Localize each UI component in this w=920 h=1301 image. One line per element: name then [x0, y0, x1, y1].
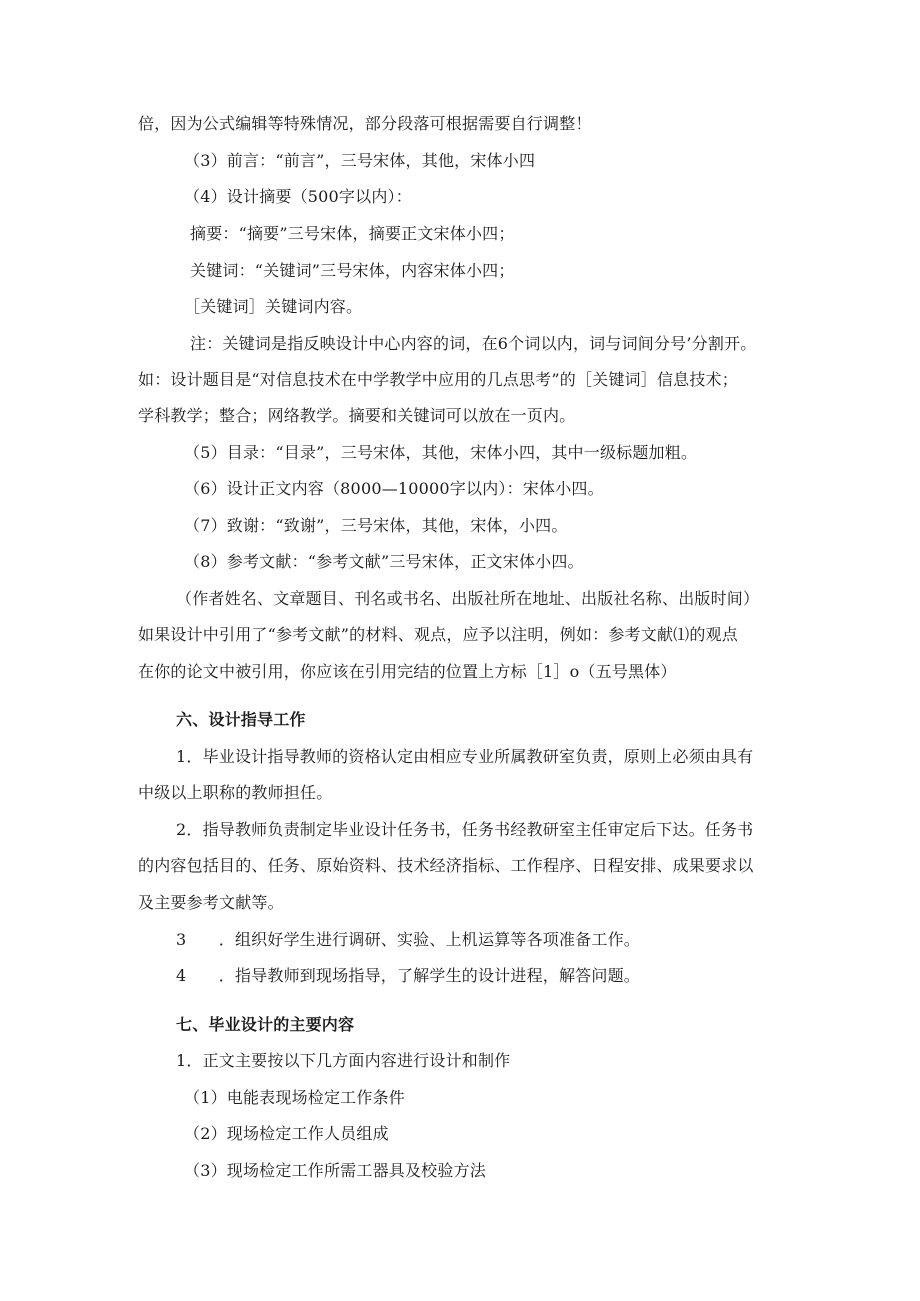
list-item: （3）现场检定工作所需工器具及校验方法	[184, 1161, 486, 1180]
paragraph-line: 的内容包括目的、任务、原始资料、技术经济指标、工作程序、日程安排、成果要求以	[138, 856, 754, 875]
paragraph-line: 2．指导教师负责制定毕业设计任务书，任务书经教研室主任审定后下达。任务书	[176, 820, 754, 839]
section-heading-main-content: 七、毕业设计的主要内容	[176, 1015, 355, 1034]
paragraph-line: 1．毕业设计指导教师的资格认定由相应专业所属教研室负责，原则上必须由具有	[176, 747, 754, 766]
paragraph-line: 倍，因为公式编辑等特殊情况，部分段落可根据需要自行调整！	[138, 114, 592, 133]
list-item-references: （8）参考文献：“参考文献”三号宋体，正文宋体小四。	[184, 552, 584, 571]
paragraph-line: 如：设计题目是“对信息技术在中学教学中应用的几点思考”的［关键词］信息技术；	[138, 370, 738, 389]
list-item-thanks: （7）致谢：“致谢”，三号宋体，其他，宋体，小四。	[184, 516, 568, 535]
paragraph-line: 学科教学；整合；网络教学。摘要和关键词可以放在一页内。	[138, 406, 576, 425]
list-item: （1）电能表现场检定工作条件	[184, 1088, 405, 1107]
paragraph-line: 如果设计中引用了“参考文献”的材料、观点，应予以注明，例如：参考文献⑴的观点	[138, 625, 738, 644]
section-heading-guidance: 六、设计指导工作	[176, 710, 306, 729]
paragraph-line: 1．正文主要按以下几方面内容进行设计和制作	[176, 1051, 511, 1070]
note-line: 注：关键词是指反映设计中心内容的词，在6个词以内，词与词间分号’分割开。	[190, 334, 757, 353]
paragraph-line: 3 ．组织好学生进行调研、实验、上机运算等各项准备工作。	[176, 930, 640, 949]
paragraph-line: 在你的论文中被引用，你应该在引用完结的位置上方标［1］o（五号黑体）	[138, 662, 677, 681]
paragraph-line: （作者姓名、文章题目、刊名或书名、出版社所在地址、出版社名称、出版时间）	[176, 589, 760, 608]
list-item: （2）现场检定工作人员组成	[184, 1124, 389, 1143]
list-item-abstract: （4）设计摘要（500字以内）：	[184, 187, 412, 206]
paragraph-line: 中级以上职称的教师担任。	[138, 783, 333, 802]
list-item-foreword: （3）前言：“前言”，三号宋体，其他，宋体小四	[184, 151, 536, 170]
list-item-body: （6）设计正文内容（8000—10000字以内）：宋体小四。	[184, 479, 604, 498]
paragraph-line: 关键词：“关键词”三号宋体，内容宋体小四；	[190, 261, 515, 280]
list-item-contents: （5）目录：“目录”，三号宋体，其他，宋体小四，其中一级标题加粗。	[184, 443, 698, 462]
paragraph-line: ［关键词］关键词内容。	[184, 297, 363, 316]
paragraph-line: 摘要：“摘要”三号宋体，摘要正文宋体小四；	[190, 224, 515, 243]
paragraph-line: 4 ．指导教师到现场指导，了解学生的设计进程，解答问题。	[176, 966, 640, 985]
paragraph-line: 及主要参考文献等。	[138, 893, 284, 912]
